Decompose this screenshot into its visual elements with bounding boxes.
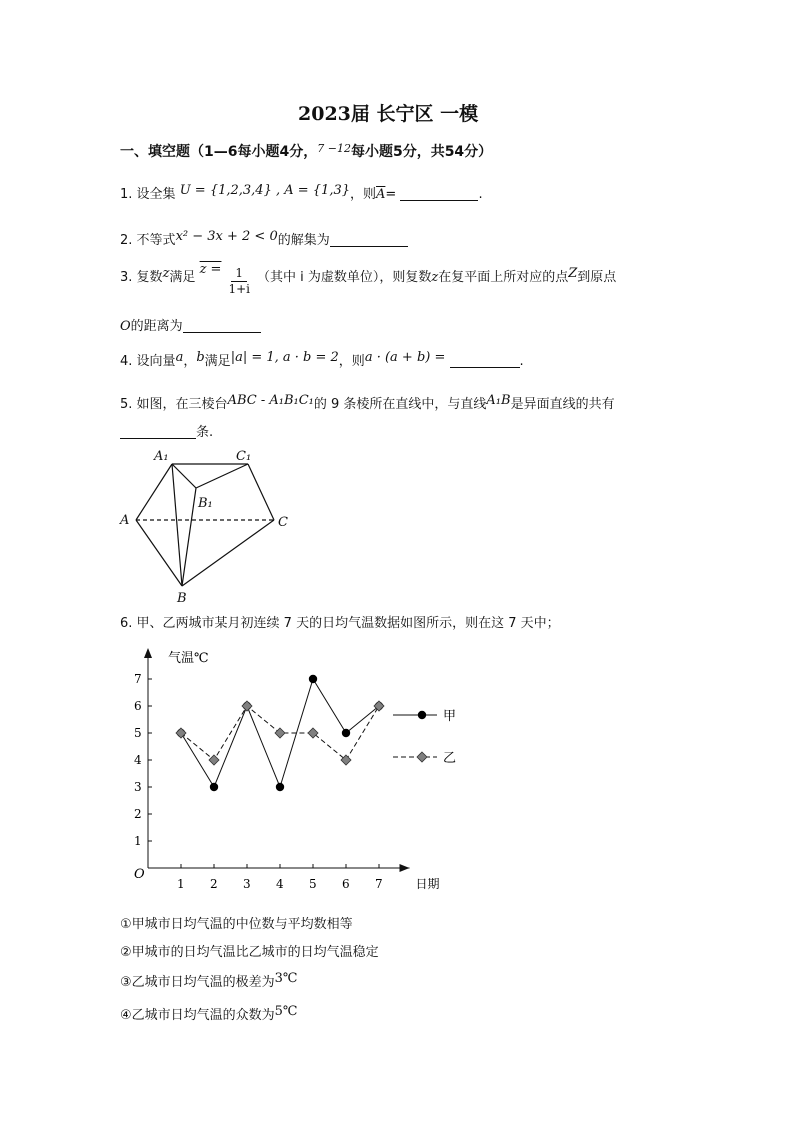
- statement-4-value: 5℃: [274, 1004, 298, 1019]
- q3-post3: 到原点: [577, 270, 617, 285]
- q4-answer-blank[interactable]: [450, 355, 520, 368]
- y-tick-label: 1: [134, 834, 142, 848]
- q4-pre: 设向量: [136, 354, 176, 369]
- x-tick-label: 5: [309, 877, 317, 891]
- question-2: [120, 229, 408, 248]
- statement-3: [120, 971, 297, 990]
- q2-number: 2.: [120, 233, 133, 248]
- y-axis-arrow: [144, 648, 152, 658]
- y-tick-label: 7: [134, 672, 142, 686]
- q3-point-z: Z: [568, 266, 578, 281]
- x-axis-label: 日期: [415, 877, 440, 891]
- q5-line: A₁B: [486, 393, 511, 408]
- question-3-line-2: [120, 315, 261, 334]
- x-tick-label: 3: [243, 877, 251, 891]
- statement-3-text: ③乙城市日均气温的极差为: [120, 975, 275, 990]
- statement-2-text: ②甲城市的日均气温比乙城市的日均气温稳定: [120, 945, 379, 960]
- legend-1-label: 甲: [443, 709, 457, 724]
- y-tick-label: 6: [134, 699, 142, 713]
- frustum-figure: [110, 440, 310, 610]
- q1-a-bar: $\overline{A}$: [376, 187, 386, 202]
- q4-number: 4.: [120, 354, 133, 369]
- line-a1b: [172, 464, 182, 586]
- q1-answer-blank[interactable]: [400, 188, 478, 201]
- section-heading-part-b: 每小题5分，共54分）: [350, 144, 493, 160]
- q4-vector-b: b: [196, 350, 205, 365]
- legend-2-marker: [417, 752, 427, 762]
- edge-bb1: [182, 488, 196, 586]
- series-1-point: [309, 675, 317, 683]
- q5-pre: 如图，在三棱台: [136, 397, 228, 412]
- question-3: [120, 262, 616, 297]
- q3-number: 3.: [120, 270, 133, 285]
- label-a1: A₁: [154, 449, 169, 464]
- q3-lhs: z =: [199, 262, 222, 277]
- x-tick-label: 1: [177, 877, 185, 891]
- series-1-point: [210, 783, 218, 791]
- edge-a1b1: [172, 464, 196, 488]
- q3-z-inline: z: [431, 270, 439, 285]
- x-tick-label: 4: [276, 877, 284, 891]
- y-tick-label: 2: [134, 807, 142, 821]
- statement-4: [120, 1004, 297, 1023]
- page-title: 2023届 长宁区 一模: [298, 103, 479, 125]
- q4-period: .: [519, 354, 524, 369]
- question-5: [120, 393, 615, 412]
- x-tick-label: 6: [342, 877, 350, 891]
- legend-2-label: 乙: [443, 751, 457, 766]
- q4-then: ，则: [338, 354, 365, 369]
- x-tick-label: 2: [210, 877, 218, 891]
- y-tick-label: 5: [134, 726, 142, 740]
- q6-number: 6.: [120, 616, 133, 631]
- label-c1: C₁: [236, 449, 252, 464]
- q2-answer-blank[interactable]: [330, 234, 408, 247]
- y-tick-label: 3: [134, 780, 142, 794]
- statement-1: [120, 913, 353, 932]
- edge-b1c1: [196, 464, 248, 488]
- q5-number: 5.: [120, 397, 133, 412]
- series-2-point: [242, 701, 252, 711]
- label-b1: B₁: [198, 496, 213, 511]
- statement-4-text: ④乙城市日均气温的众数为: [120, 1008, 275, 1023]
- q3-origin: O: [120, 319, 131, 334]
- q6-text: 甲、乙两城市某月初连续 7 天的日均气温数据如图所示，则在这 7 天中；: [136, 616, 560, 631]
- temperature-chart: [110, 640, 470, 900]
- label-c: C: [278, 515, 288, 530]
- x-axis-arrow: [400, 864, 410, 872]
- edge-cc1: [248, 464, 274, 520]
- statement-1-text: ①甲城市日均气温的中位数与平均数相等: [120, 917, 353, 932]
- legend-1-marker: [418, 711, 426, 719]
- q5-post: 是异面直线的共有: [510, 397, 615, 412]
- series-2-point: [275, 728, 285, 738]
- edge-aa1: [136, 464, 172, 520]
- q4-comma: ，: [183, 354, 197, 369]
- q3-post2: 在复平面上所对应的点: [438, 270, 569, 285]
- q2-post: 的解集为: [277, 233, 330, 248]
- q2-math: x² − 3x + 2 < 0: [175, 229, 278, 244]
- q1-math: U = {1,2,3,4} , A = {1,3}: [179, 183, 350, 198]
- q4-mid: 满足: [204, 354, 231, 369]
- q3-z: z: [162, 266, 170, 281]
- label-b: B: [177, 591, 187, 606]
- question-5-line-2: [120, 421, 213, 440]
- x-tick-label: 7: [375, 877, 383, 891]
- q5-mid: 的 9 条棱所在直线中，与直线: [313, 397, 487, 412]
- q3-pre: 复数: [136, 270, 163, 285]
- edge-bc: [182, 520, 274, 586]
- q4-expression: a · (a + b) =: [364, 350, 446, 365]
- q1-eq: =: [385, 187, 397, 202]
- q1-number: 1.: [120, 187, 133, 202]
- section-heading-range: 7 −12: [317, 142, 351, 155]
- series-1-point: [342, 729, 350, 737]
- question-6: [120, 612, 560, 631]
- q3-fraction-numerator: 1: [231, 266, 247, 282]
- section-heading: [120, 141, 492, 161]
- q5-answer-blank[interactable]: [120, 426, 196, 439]
- q3-fraction: [224, 266, 254, 297]
- q3-answer-blank[interactable]: [183, 320, 261, 333]
- statement-2: [120, 941, 379, 960]
- q3-line2-text: 的距离为: [130, 319, 183, 334]
- y-axis-label: 气温℃: [168, 651, 209, 666]
- q1-pre: 设全集: [136, 187, 176, 202]
- series-1-point: [276, 783, 284, 791]
- origin-label: O: [134, 867, 145, 882]
- q2-pre: 不等式: [136, 233, 176, 248]
- label-a: A: [120, 513, 130, 528]
- question-4: [120, 350, 524, 369]
- q5-tail: 条.: [196, 425, 214, 440]
- question-1: 1. 设全集 U = {1,2,3,4} , A = {1,3}，则$\overline{A}=$ .: [120, 183, 483, 202]
- q4-vector-a: a: [175, 350, 184, 365]
- q3-fraction-denominator: 1+i: [228, 282, 250, 296]
- q5-frustum: ABC - A₁B₁C₁: [227, 393, 314, 408]
- q4-condition: |a| = 1, a · b = 2: [230, 350, 339, 365]
- section-heading-part-a: 一、填空题（1—6每小题4分，: [120, 144, 318, 160]
- edge-ab: [136, 520, 182, 586]
- y-tick-label: 4: [134, 753, 142, 767]
- series-2-point: [209, 755, 219, 765]
- q1-mid: ，则: [350, 187, 377, 202]
- q3-post: （其中 i 为虚数单位），则复数: [256, 270, 432, 285]
- q3-mid: 满足: [169, 270, 196, 285]
- statement-3-value: 3℃: [274, 971, 298, 986]
